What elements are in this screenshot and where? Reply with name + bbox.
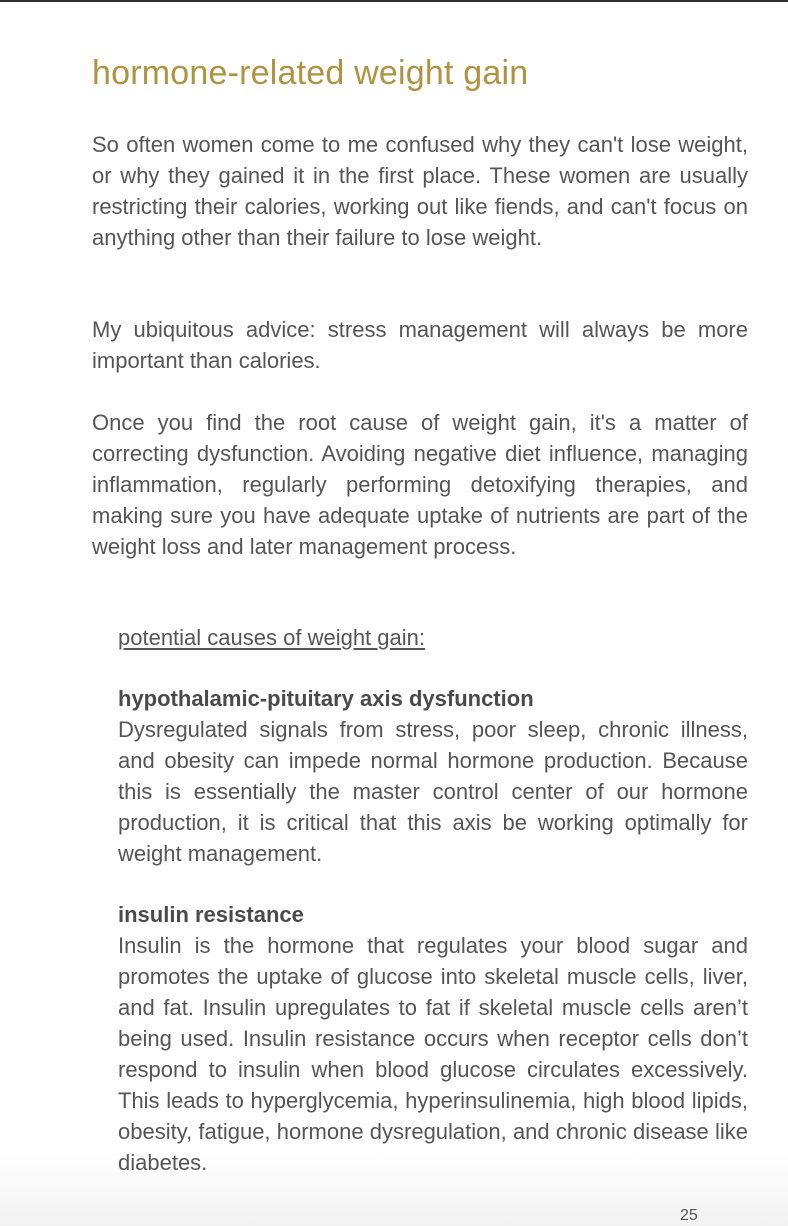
cause-title: insulin resistance: [118, 902, 304, 927]
page-number: 25: [680, 1207, 698, 1224]
cause-body: Dysregulated signals from stress, poor sleep, chronic illness, and obesity can impede normal hormone production. Because this is essentially the master control center of our hormone production, it is critical that this axis be working optimally for weight management.: [118, 717, 748, 866]
cause-title: hypothalamic-pituitary axis dysfunction: [118, 686, 534, 711]
advice-paragraph: My ubiquitous advice: stress management will always be more important than calories.: [92, 317, 748, 373]
cause-section: [118, 899, 748, 1178]
page-title: hormone-related weight gain: [92, 54, 529, 92]
causes-heading: potential causes of weight gain:: [118, 625, 425, 650]
root-cause-paragraph: Once you find the root cause of weight gain, it's a matter of correcting dysfunction. Avoiding negative diet influence, managing inflammation, regularly performing detoxifying therapies, and making sure you have adequate uptake of nutrients are part of the weight loss and later management process.: [92, 410, 748, 559]
intro-paragraph: So often women come to me confused why they can't lose weight, or why they gained it in the first place. These women are usually restricting their calories, working out like fiends, and can't focus on anything other than their failure to lose weight.: [92, 132, 748, 250]
cause-section: [118, 683, 748, 869]
document-page: [0, 2, 788, 1226]
cause-body: Insulin is the hormone that regulates your blood sugar and promotes the uptake of glucose into skeletal muscle cells, liver, and fat. Insulin upregulates to fat if skeletal muscle cells aren’t being used. Insulin resistance occurs when receptor cells don’t respond to insulin when blood glucose circulates excessively. This leads to hyperglycemia, hyperinsulinemia, high blood lipids, obesity, fatigue, hormone dysregulation, and chronic disease like diabetes.: [118, 933, 748, 1175]
